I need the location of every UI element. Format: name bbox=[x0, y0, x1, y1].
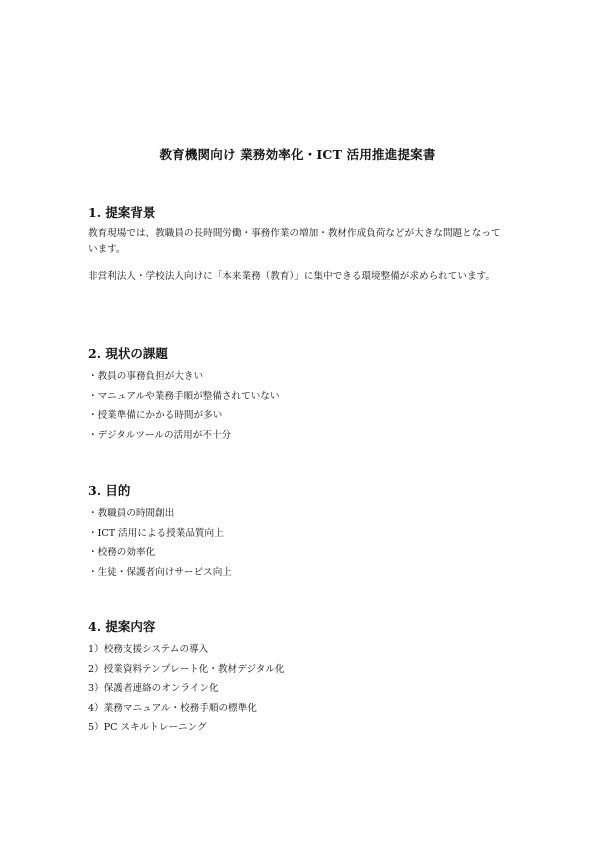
section-background bbox=[88, 205, 508, 296]
purpose-list bbox=[88, 504, 508, 582]
section-heading: 1. 提案背景 bbox=[88, 205, 156, 220]
list-item: ・校務の効率化 bbox=[88, 547, 156, 558]
list-item: ・授業準備にかかる時間が多い bbox=[88, 410, 223, 421]
section-heading: 4. 提案内容 bbox=[88, 619, 156, 634]
list-item: ・教職員の時間創出 bbox=[88, 508, 175, 519]
section-purpose bbox=[88, 483, 508, 582]
section-current-issues bbox=[88, 346, 508, 445]
proposal-list bbox=[88, 640, 508, 738]
list-item: 2）授業資料テンプレート化・教材デジタル化 bbox=[88, 663, 285, 675]
list-item: 5）PC スキルトレーニング bbox=[88, 722, 207, 733]
paragraph: 非営利法人・学校法人向けに「本来業務（教育）」に集中できる環境整備が求められています。 bbox=[88, 271, 495, 282]
list-item: 4）業務マニュアル・校務手順の標準化 bbox=[88, 702, 257, 714]
list-item: ・生徒・保護者向けサービス向上 bbox=[88, 566, 232, 578]
issue-list bbox=[88, 367, 508, 445]
list-item: ・デジタルツールの活用が不十分 bbox=[88, 429, 232, 441]
list-item: ・教員の事務負担が大きい bbox=[88, 371, 204, 382]
list-item: ・ICT 活用による授業品質向上 bbox=[88, 527, 224, 539]
section-heading: 2. 現状の課題 bbox=[88, 346, 168, 361]
section-proposal bbox=[88, 619, 508, 738]
list-item: 3）保護者連絡のオンライン化 bbox=[88, 683, 219, 694]
document-title: 教育機関向け 業務効率化・ICT 活用推進提案書 bbox=[159, 147, 436, 162]
paragraph: 教育現場では、教職員の長時間労働・事務作業の増加・教材作成負荷などが大きな問題となっています。 bbox=[88, 228, 501, 255]
list-item: ・マニュアルや業務手順が整備されていない bbox=[88, 390, 280, 402]
list-item: 1）校務支援システムの導入 bbox=[88, 644, 209, 655]
section-heading: 3. 目的 bbox=[88, 483, 131, 498]
